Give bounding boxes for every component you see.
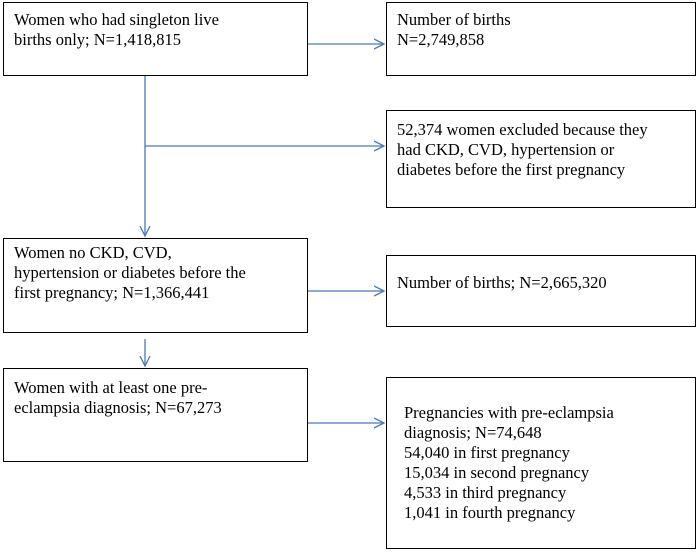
box-women-excluded [386,110,696,208]
box-text-line: Number of births [397,10,511,29]
box-text-line: 52,374 women excluded because they [397,120,648,139]
box-text-line: first pregnancy; N=1,366,441 [14,283,210,302]
box-text-line: Number of births; N=2,665,320 [397,273,607,292]
box-text-line: 15,034 in second pregnancy [404,463,590,482]
box-text-line: diagnosis; N=74,648 [404,423,542,442]
box-text-line: Women who had singleton live [14,10,219,29]
box-women-no-ckd [3,238,308,333]
box-text-line: eclampsia diagnosis; N=67,273 [14,398,222,417]
box-singleton-live-births [3,2,308,76]
box-number-of-births-filtered [386,255,696,327]
box-number-of-births [386,2,696,76]
box-text-line: Pregnancies with pre-eclampsia [404,403,614,422]
box-text-line: Women with at least one pre- [14,378,208,397]
box-text-line: had CKD, CVD, hypertension or [397,140,615,159]
box-text-line: hypertension or diabetes before the [14,263,246,282]
box-text-line: diabetes before the first pregnancy [397,160,626,179]
box-text-line: 54,040 in first pregnancy [404,443,570,462]
box-pregnancies-preeclampsia [386,377,696,549]
box-text-line: 1,041 in fourth pregnancy [404,503,576,522]
box-text-line: N=2,749,858 [397,30,485,49]
box-women-preeclampsia [3,368,308,462]
box-text-line: Women no CKD, CVD, [14,243,172,262]
box-text-line: 4,533 in third pregnancy [404,483,567,502]
box-text-line: births only; N=1,418,815 [14,30,181,49]
